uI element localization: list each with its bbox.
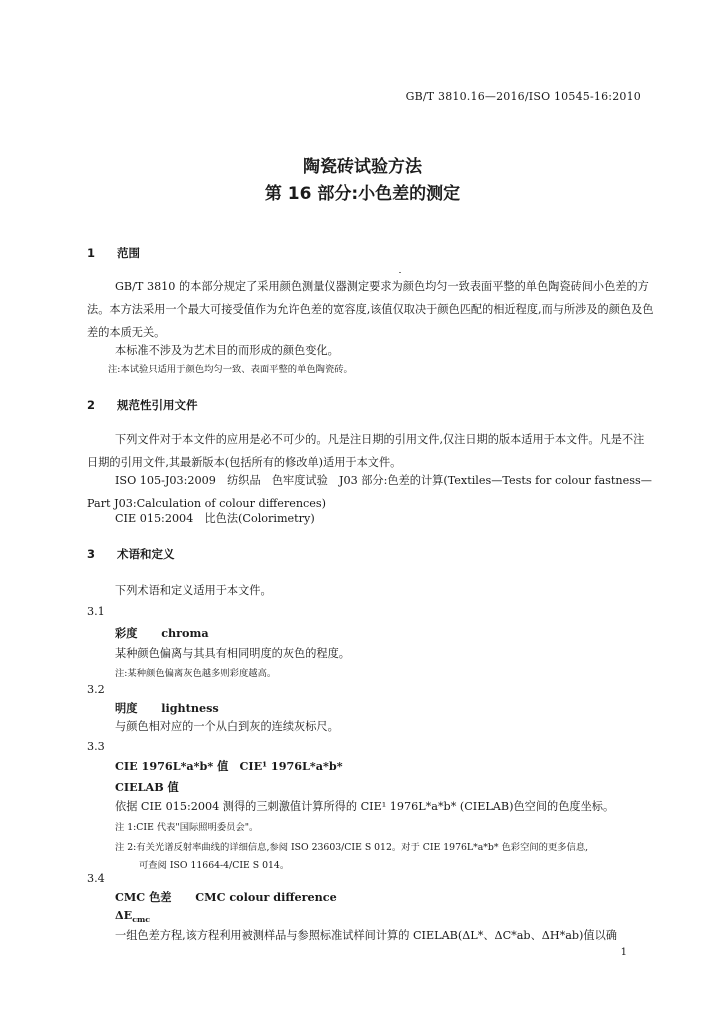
section-title: 规范性引用文件 [117, 398, 198, 412]
term-en: chroma [161, 626, 209, 640]
scope-exclusion: 本标准不涉及为艺术目的而形成的颜色变化。 [115, 344, 339, 357]
scope-paragraph: GB/T 3810 的本部分规定了采用颜色测量仪器测定要求为颜色均匀一致表面平整的单色陶瓷砖间小色差的方法。本方法采用一个最大可接受值作为允许色差的宽容度,该值仅取决于颜色匹配的相近程度,而与所涉及的颜色及色差的本质无关。 [87, 280, 654, 339]
scan-speck [399, 272, 401, 273]
term-definition: 一组色差方程,该方程利用被测样品与参照标准试样间计算的 CIELAB(ΔL*、ΔC*ab、ΔH*ab)值以确 [115, 929, 617, 942]
document-title: 陶瓷砖试验方法 [303, 157, 422, 177]
standard-code: GB/T 3810.16—2016/ISO 10545-16:2010 [405, 90, 641, 103]
term-number: 3.1 [87, 605, 105, 618]
term-definition: 某种颜色偏离与其具有相同明度的灰色的程度。 [115, 647, 350, 660]
term-cielab: CIE 1976L*a*b* 值 CIE¹ 1976L*a*b* [115, 759, 343, 773]
term-symbol [115, 908, 150, 924]
term-cmc [115, 889, 337, 905]
section-title: 范围 [117, 246, 140, 260]
section-number: 2 [87, 398, 96, 412]
page-number: 1 [620, 947, 627, 958]
symbol-main: ΔE [115, 908, 133, 922]
term-lightness [115, 700, 219, 716]
term-note: 注 1:CIE 代表"国际照明委员会"。 [115, 822, 259, 833]
terms-intro: 下列术语和定义适用于本文件。 [115, 584, 272, 597]
section-number: 1 [87, 246, 96, 260]
scope-note: 注:本试验只适用于颜色均匀一致、表面平整的单色陶瓷砖。 [108, 364, 353, 375]
term-zh: CMC 色差 [115, 890, 172, 904]
section-title: 术语和定义 [117, 547, 175, 561]
section-heading-1 [87, 245, 140, 261]
term-number: 3.3 [87, 740, 105, 753]
term-definition: 依据 CIE 015:2004 测得的三刺激值计算所得的 CIE¹ 1976L*a*b* (CIELAB)色空间的色度坐标。 [115, 800, 615, 813]
term-zh: 彩度 [115, 626, 138, 640]
section-heading-2 [87, 397, 198, 413]
term-note: 注 2:有关光谱反射率曲线的详细信息,参阅 ISO 23603/CIE S 012。对于 CIE 1976L*a*b* 色彩空间的更多信息, [115, 842, 589, 853]
term-en: CMC colour difference [195, 890, 337, 904]
term-note-continued: 可查阅 ISO 11664-4/CIE S 014。 [139, 860, 290, 871]
symbol-subscript: cmc [132, 915, 151, 925]
document-subtitle: 第 16 部分:小色差的测定 [264, 184, 461, 204]
references-intro: 下列文件对于本文件的应用是必不可少的。凡是注日期的引用文件,仅注日期的版本适用于本文件。凡是不注日期的引用文件,其最新版本(包括所有的修改单)适用于本文件。 [87, 433, 645, 469]
section-heading-3 [87, 546, 175, 562]
term-chroma [115, 625, 209, 641]
reference-iso-105: ISO 105-J03:2009 纺织品 色牢度试验 J03 部分:色差的计算(Textiles—Tests for colour fastness—Part J03:Calculation of colour differences) [87, 474, 652, 510]
term-number: 3.4 [87, 872, 105, 885]
term-zh: 明度 [115, 701, 138, 715]
term-number: 3.2 [87, 683, 105, 696]
reference-cie-015: CIE 015:2004 比色法(Colorimetry) [115, 512, 315, 525]
term-note: 注:某种颜色偏离灰色越多则彩度越高。 [115, 668, 277, 679]
term-en: lightness [161, 701, 219, 715]
term-definition: 与颜色相对应的一个从白到灰的连续灰标尺。 [115, 720, 339, 733]
term-cielab-alt: CIELAB 值 [115, 780, 179, 794]
section-number: 3 [87, 547, 96, 561]
